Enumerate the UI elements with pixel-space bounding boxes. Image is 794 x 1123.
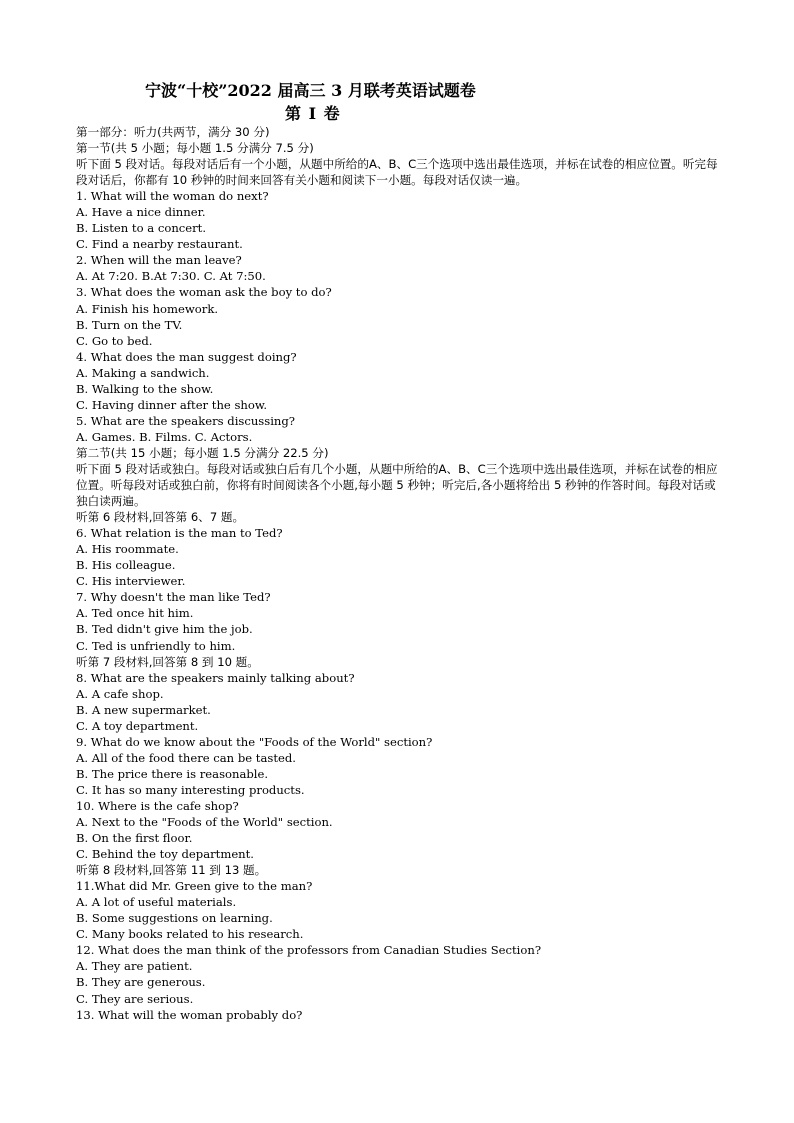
- exam-line: 13. What will the woman probably do?: [76, 1007, 303, 1022]
- exam-line: A. A lot of useful materials.: [76, 895, 237, 910]
- exam-line: C. Ted is unfriendly to him.: [76, 638, 236, 653]
- exam-line: B. Ted didn't give him the job.: [76, 622, 253, 637]
- exam-line: A. Finish his homework.: [76, 301, 219, 316]
- exam-line: B. Listen to a concert.: [76, 221, 207, 236]
- exam-line: A. Ted once hit him.: [76, 606, 194, 621]
- exam-line: A. Have a nice dinner.: [76, 205, 206, 220]
- exam-line: B. The price there is reasonable.: [76, 766, 269, 781]
- section-instruction: 听第 8 段材料,回答第 11 到 13 题。: [76, 863, 267, 878]
- section-instruction: 听第 7 段材料,回答第 8 到 10 题。: [76, 654, 259, 669]
- exam-line: 6. What relation is the man to Ted?: [76, 526, 283, 541]
- exam-line: 5. What are the speakers discussing?: [76, 413, 296, 428]
- exam-line: A. Games. B. Films. C. Actors.: [76, 429, 253, 444]
- exam-line: A. They are patient.: [76, 959, 193, 974]
- exam-line: C. It has so many interesting products.: [76, 782, 305, 797]
- exam-line: 3. What does the woman ask the boy to do?: [76, 285, 332, 300]
- exam-line: A. His roommate.: [76, 542, 179, 557]
- exam-line: B. Walking to the show.: [76, 381, 214, 396]
- exam-line: C. Having dinner after the show.: [76, 397, 268, 412]
- exam-line: 8. What are the speakers mainly talking about?: [76, 670, 355, 685]
- exam-line: 11.What did Mr. Green give to the man?: [76, 879, 313, 894]
- page-subtitle: 第 I 卷: [285, 104, 341, 123]
- section-instruction: 第一部分：听力(共两节，满分 30 分): [76, 125, 270, 139]
- exam-line: C. They are serious.: [76, 991, 194, 1006]
- exam-line: B. Turn on the TV.: [76, 317, 183, 332]
- exam-line: A. All of the food there can be tasted.: [76, 750, 296, 765]
- exam-line: B. His colleague.: [76, 558, 176, 573]
- page-title: 宁波“十校”2022 届高三 3 月联考英语试题卷: [145, 81, 476, 100]
- exam-line: C. His interviewer.: [76, 574, 186, 589]
- exam-line: A. Making a sandwich.: [76, 365, 210, 380]
- exam-line: C. Go to bed.: [76, 333, 153, 348]
- exam-line: 10. Where is the cafe shop?: [76, 798, 239, 813]
- exam-line: B. On the first floor.: [76, 831, 193, 846]
- exam-line: 4. What does the man suggest doing?: [76, 349, 297, 364]
- section-instruction: 听下面 5 段对话或独白。每段对话或独白后有几个小题，从题中所给的A、B、C三个选项中选出最佳选项，并标在试卷的相应位置。听每段对话或独白前，你将有时间阅读各个小题,每小题 5 秒钟；听完后,各小题将给出 5 秒钟的作答时间。每段对话或独白读两遍。: [76, 461, 718, 509]
- section-instruction: 听第 6 段材料,回答第 6、7 题。: [76, 510, 245, 525]
- exam-line: A. A cafe shop.: [76, 686, 164, 701]
- exam-line: A. Next to the "Foods of the World" section.: [76, 815, 333, 830]
- exam-line: C. Many books related to his research.: [76, 927, 304, 942]
- exam-line: 1. What will the woman do next?: [76, 189, 269, 204]
- exam-line: 2. When will the man leave?: [76, 253, 242, 268]
- exam-line: B. Some suggestions on learning.: [76, 911, 273, 926]
- exam-line: C. Find a nearby restaurant.: [76, 237, 243, 252]
- exam-line: C. A toy department.: [76, 718, 199, 733]
- section-instruction: 听下面 5 段对话。每段对话后有一个小题，从题中所给的A、B、C三个选项中选出最佳选项，并标在试卷的相应位置。听完每段对话后，你都有 10 秒钟的时间来回答有关小题和阅读下一小题。每段对话仅读一遍。: [76, 157, 718, 188]
- exam-line: B. They are generous.: [76, 975, 206, 990]
- section-instruction: 第二节(共 15 小题；每小题 1.5 分满分 22.5 分): [76, 445, 329, 460]
- exam-line: C. Behind the toy department.: [76, 847, 254, 862]
- exam-line: 9. What do we know about the "Foods of the World" section?: [76, 734, 433, 749]
- exam-line: 12. What does the man think of the professors from Canadian Studies Section?: [76, 943, 542, 958]
- exam-line: 7. Why doesn't the man like Ted?: [76, 590, 271, 605]
- section-instruction: 第一节(共 5 小题；每小题 1.5 分满分 7.5 分): [76, 141, 314, 156]
- exam-line: B. A new supermarket.: [76, 702, 211, 717]
- exam-content: [76, 124, 726, 1023]
- exam-line: A. At 7:20. B.At 7:30. C. At 7:50.: [76, 269, 266, 284]
